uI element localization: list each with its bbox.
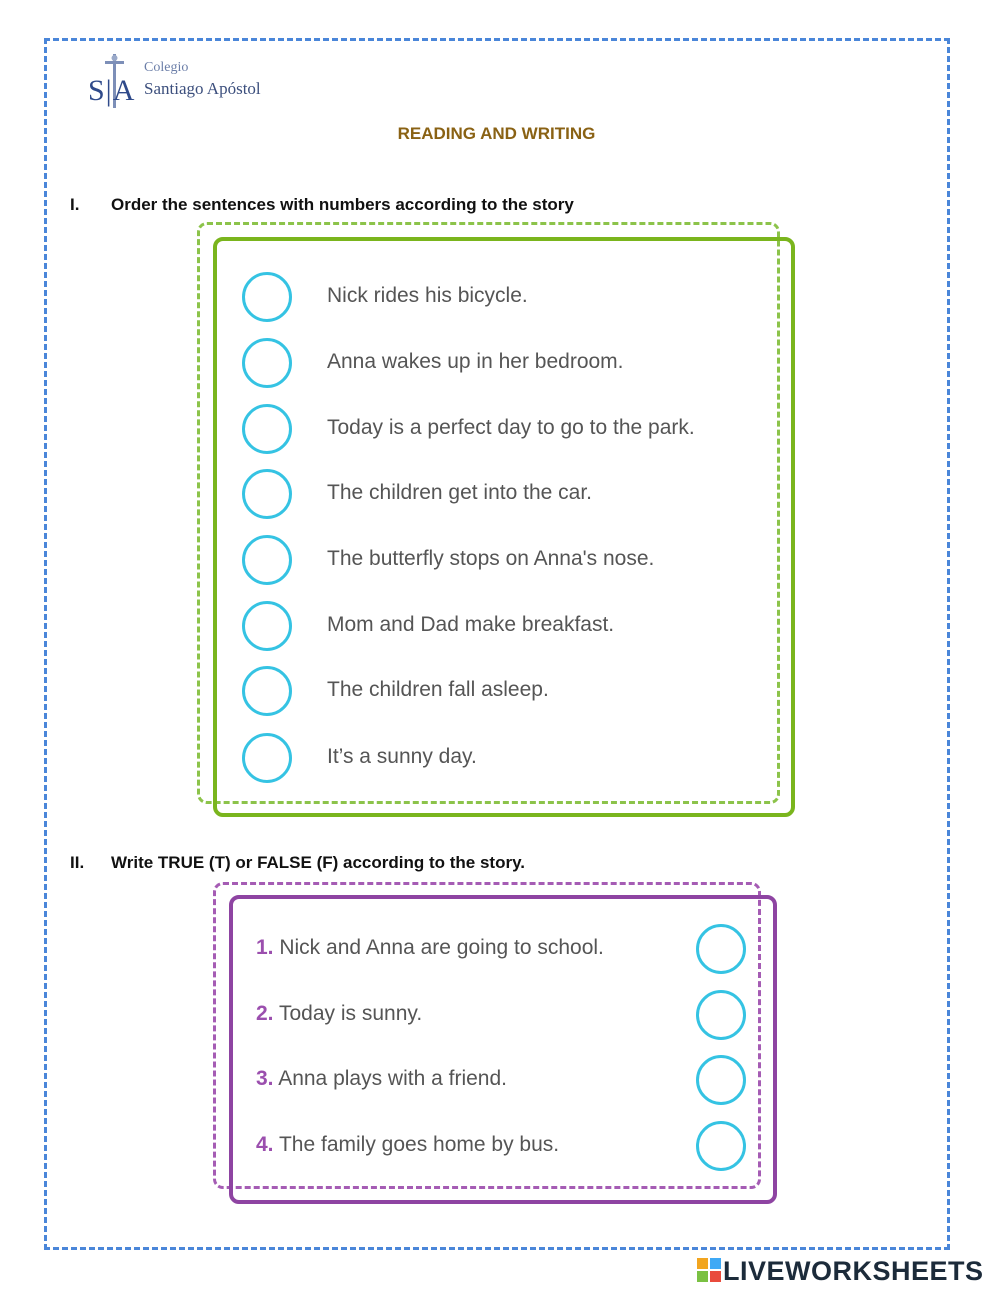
tf-statement — [256, 936, 604, 960]
order-sentence: The children get into the car. — [327, 481, 592, 504]
tf-statement — [256, 1133, 559, 1157]
tf-item — [256, 988, 756, 1044]
section-2-instruction: Write TRUE (T) or FALSE (F) according to the story. — [111, 853, 525, 872]
order-answer-circle[interactable] — [242, 404, 292, 454]
order-answer-circle[interactable] — [242, 535, 292, 585]
section-2-number: II. — [70, 853, 85, 872]
tf-number: 4. — [256, 1133, 274, 1156]
order-answer-circle[interactable] — [242, 338, 292, 388]
order-sentence: Mom and Dad make breakfast. — [327, 613, 615, 636]
tf-item — [256, 1053, 756, 1109]
order-item — [242, 270, 782, 326]
tf-statement-text: Anna plays with a friend. — [273, 1067, 507, 1090]
order-sentence: Nick rides his bicycle. — [327, 284, 528, 307]
tf-answer-circle[interactable] — [696, 924, 746, 974]
order-item — [242, 664, 782, 720]
order-item — [242, 731, 782, 787]
section-1-number: I. — [70, 195, 80, 214]
logo-school-name: Santiago Apóstol — [144, 79, 261, 98]
tf-statement-text: Today is sunny. — [273, 1002, 423, 1025]
tf-number: 3. — [256, 1067, 274, 1090]
order-item — [242, 336, 782, 392]
tf-statement-text: The family goes home by bus. — [273, 1133, 560, 1156]
order-sentence: The children fall asleep. — [327, 678, 549, 701]
order-item — [242, 533, 782, 589]
tf-number: 1. — [256, 936, 274, 959]
order-answer-circle[interactable] — [242, 469, 292, 519]
logo-college: Colegio — [144, 60, 189, 75]
section-1-instruction: Order the sentences with numbers according to the story — [111, 195, 574, 214]
page-title: READING AND WRITING — [397, 124, 596, 143]
order-answer-circle[interactable] — [242, 272, 292, 322]
liveworksheets-text: LIVEWORKSHEETS — [723, 1256, 984, 1286]
order-answer-circle[interactable] — [242, 733, 292, 783]
tf-answer-circle[interactable] — [696, 1121, 746, 1171]
liveworksheets-logo — [697, 1256, 997, 1284]
tf-number: 2. — [256, 1002, 274, 1025]
tf-answer-circle[interactable] — [696, 990, 746, 1040]
liveworksheets-icon — [697, 1258, 721, 1282]
order-item — [242, 402, 782, 458]
tf-statement-text: Nick and Anna are going to school. — [273, 936, 604, 959]
order-answer-circle[interactable] — [242, 666, 292, 716]
school-logo — [88, 52, 308, 112]
tf-statement — [256, 1002, 422, 1026]
logo-letters: S|A — [88, 74, 136, 107]
tf-item — [256, 922, 756, 978]
order-item — [242, 599, 782, 655]
order-item — [242, 467, 782, 523]
order-sentence: It’s a sunny day. — [327, 745, 477, 768]
order-sentence: Today is a perfect day to go to the park. — [327, 416, 695, 439]
order-sentence: The butterfly stops on Anna's nose. — [327, 547, 655, 570]
section-2-heading — [70, 853, 525, 873]
section-1-heading — [70, 195, 574, 215]
order-sentence: Anna wakes up in her bedroom. — [327, 350, 624, 373]
tf-answer-circle[interactable] — [696, 1055, 746, 1105]
tf-item — [256, 1119, 756, 1175]
tf-statement — [256, 1067, 507, 1091]
order-answer-circle[interactable] — [242, 601, 292, 651]
